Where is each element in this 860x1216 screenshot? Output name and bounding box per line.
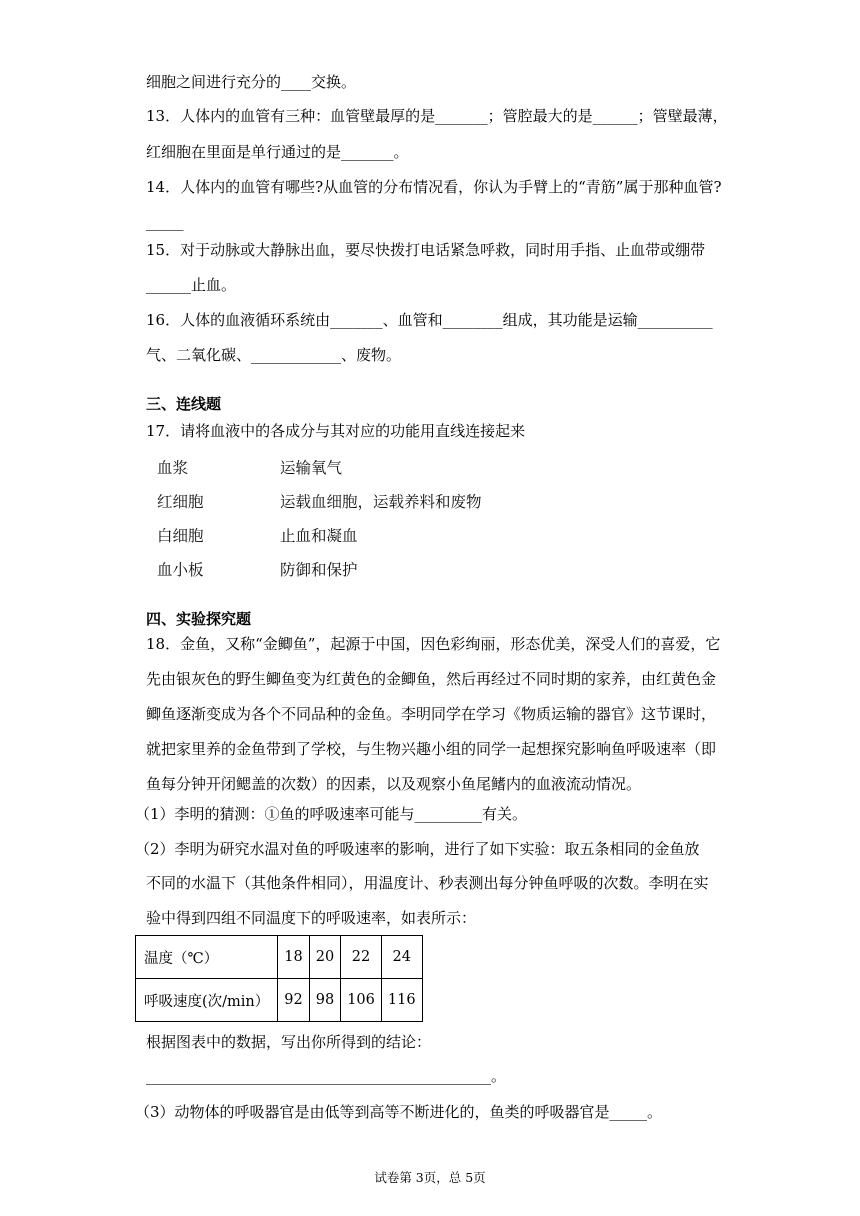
table-cell: 98 [309, 979, 340, 1022]
question-14-line-2: _____ [146, 213, 184, 231]
table-cell: 22 [341, 936, 382, 979]
question-14-line-1: 14．人体内的血管有哪些?从血管的分布情况看，你认为手臂上的“青筋”属于那种血管? [146, 178, 722, 196]
section-heading-experiment: 四、实验探究题 [146, 610, 252, 628]
matching-right-item: 运输氧气 [280, 459, 343, 477]
part-2-line: 验中得到四组不同温度下的呼吸速率，如表所示： [146, 909, 477, 927]
table-cell: 24 [381, 936, 422, 979]
table-cell: 18 [278, 936, 309, 979]
data-table [135, 935, 423, 1022]
matching-left-item: 红细胞 [157, 493, 204, 511]
question-13-line-2: 红细胞在里面是单行通过的是_______。 [146, 143, 409, 161]
part-2-line: 不同的水温下（其他条件相同），用温度计、秒表测出每分钟鱼呼吸的次数。李明在实 [146, 874, 709, 892]
matching-left-item: 白细胞 [157, 527, 204, 545]
part-2-line: （2）李明为研究水温对鱼的呼吸速率的影响，进行了如下实验：取五条相同的金鱼放 [135, 840, 700, 858]
question-15-line-1: 15．对于动脉或大静脉出血，要尽快拨打电话紧急呼救，同时用手指、止血带或绷带 [146, 241, 706, 259]
page-footer: 试卷第 3页，总 5页 [374, 1170, 486, 1185]
table-row [136, 979, 423, 1022]
question-16-line-1: 16．人体的血液循环系统由_______、血管和________组成，其功能是运输__________ [146, 311, 713, 329]
conclusion-blank: ______________________________________________。 [146, 1067, 507, 1085]
table-row-label: 呼吸速度(次/min） [136, 979, 278, 1022]
question-18-line: 鲫鱼逐渐变成为各个不同品种的金鱼。李明同学在学习《物质运输的器官》这节课时， [146, 705, 717, 723]
question-18-line: 先由银灰色的野生鲫鱼变为红黄色的金鲫鱼，然后再经过不同时期的家养，由红黄色金 [146, 670, 717, 688]
section-heading-matching: 三、连线题 [146, 395, 222, 413]
question-13-line-1: 13．人体内的血管有三种：血管壁最厚的是_______；管腔最大的是______；管壁最薄， [146, 107, 728, 125]
part-3: （3）动物体的呼吸器官是由低等到高等不断进化的，鱼类的呼吸器官是_____。 [135, 1103, 663, 1121]
matching-right-item: 运载血细胞，运载养料和废物 [280, 493, 482, 511]
table-cell: 20 [309, 936, 340, 979]
question-15-line-2: ______止血。 [146, 276, 237, 294]
table-cell: 92 [278, 979, 309, 1022]
question-18-line: 18．金鱼，又称“金鲫鱼”，起源于中国，因色彩绚丽，形态优美，深受人们的喜爱，它 [146, 635, 721, 653]
table-row-label: 温度（℃） [136, 936, 278, 979]
question-18-line: 就把家里养的金鱼带到了学校，与生物兴趣小组的同学一起想探究影响鱼呼吸速率（即 [146, 740, 717, 758]
matching-left-item: 血浆 [157, 459, 189, 477]
table-row [136, 936, 423, 979]
question-18-line: 鱼每分钟开闭鳃盖的次数）的因素，以及观察小鱼尾鳍内的血液流动情况。 [146, 775, 642, 793]
matching-left-item: 血小板 [157, 561, 204, 579]
matching-right-item: 止血和凝血 [280, 527, 358, 545]
table-cell: 116 [381, 979, 422, 1022]
question-16-line-2: 气、二氧化碳、____________、废物。 [146, 346, 402, 364]
table-cell: 106 [341, 979, 382, 1022]
question-17: 17．请将血液中的各成分与其对应的功能用直线连接起来 [146, 422, 526, 440]
paragraph-line: 细胞之间进行充分的____交换。 [146, 73, 357, 91]
matching-right-item: 防御和保护 [280, 561, 358, 579]
conclusion-prompt: 根据图表中的数据，写出你所得到的结论： [146, 1033, 432, 1051]
part-1: （1）李明的猜测：①鱼的呼吸速率可能与_________有关。 [135, 805, 528, 823]
